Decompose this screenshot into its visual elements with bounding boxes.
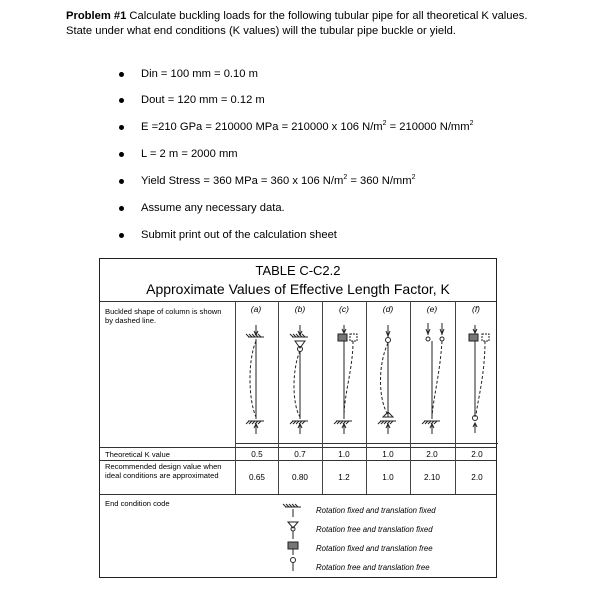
row-label-end-condition: End condition code (105, 499, 170, 508)
effective-length-table (99, 258, 497, 578)
problem-label: Problem #1 (66, 10, 127, 22)
legend-item: Rotation free and translation fixed (316, 525, 433, 534)
column-f-diagram (469, 325, 489, 433)
column-header-c: (c) (339, 304, 349, 314)
table-title: TABLE C-C2.2 (255, 263, 341, 278)
problem-text: Calculate buckling loads for the following tubular pipe for all theoretical K values. State under what end conditions (K values) will the tubular pipe buckle or yield. (66, 10, 528, 37)
bullet-text: Submit print out of the calculation sheet (141, 229, 337, 241)
column-header-e: (e) (426, 304, 438, 314)
bullet-text (141, 119, 473, 135)
column-d-diagram (378, 325, 396, 434)
legend-symbols (283, 504, 301, 571)
formula-part: E =210 GPa = 210000 MPa = 210000 x 106 N/m (141, 121, 383, 133)
theoretical-k-f: 2.0 (471, 450, 483, 459)
column-e-diagram (422, 323, 444, 434)
theoretical-k-b: 0.7 (294, 450, 306, 459)
bullet-text: Assume any necessary data. (141, 202, 285, 214)
theoretical-k-d: 1.0 (382, 450, 394, 459)
theoretical-k-c: 1.0 (338, 450, 350, 459)
bullet-icon (119, 72, 124, 77)
superscript: 2 (343, 174, 348, 181)
column-c-diagram (334, 325, 357, 434)
bullet-icon (119, 233, 124, 238)
superscript: 2 (382, 120, 387, 127)
column-header-f: (f) (471, 304, 481, 314)
recommended-k-f: 2.0 (471, 473, 483, 482)
bullet-icon (119, 179, 124, 184)
row-label-buckled-shape: Buckled shape of column is shown by dashed line. (105, 307, 222, 325)
column-diagrams (100, 259, 498, 579)
bullet-icon (119, 152, 124, 157)
recommended-k-a: 0.65 (249, 473, 265, 482)
bullet-icon (119, 98, 124, 103)
row-label-recommended: Recommended design value when ideal conditions are approximated (105, 462, 222, 480)
bullet-text (141, 173, 415, 189)
bullet-icon (119, 125, 124, 130)
recommended-k-c: 1.2 (338, 473, 350, 482)
formula-part: Yield Stress = 360 MPa = 360 x 106 N/m (141, 175, 344, 187)
column-a-diagram (246, 325, 264, 434)
bullet-text: L = 2 m = 2000 mm (141, 148, 238, 160)
column-b-diagram (290, 325, 308, 434)
recommended-k-b: 0.80 (292, 473, 308, 482)
column-header-d: (d) (382, 304, 394, 314)
formula-part: = 210000 N/mm (386, 121, 470, 133)
theoretical-k-a: 0.5 (251, 450, 263, 459)
superscript: 2 (411, 174, 416, 181)
column-header-b: (b) (294, 304, 306, 314)
formula-part: = 360 N/mm (347, 175, 412, 187)
legend-item: Rotation fixed and translation free (316, 544, 433, 553)
recommended-k-e: 2.10 (424, 473, 440, 482)
bullet-text: Din = 100 mm = 0.10 m (141, 68, 258, 80)
table-subtitle: Approximate Values of Effective Length Factor, K (146, 281, 450, 297)
bullet-text: Dout = 120 mm = 0.12 m (141, 94, 265, 106)
legend-item: Rotation free and translation free (316, 563, 430, 572)
column-header-a: (a) (250, 304, 262, 314)
legend-item: Rotation fixed and translation fixed (316, 506, 436, 515)
theoretical-k-e: 2.0 (426, 450, 438, 459)
row-label-theoretical: Theoretical K value (105, 450, 171, 459)
problem-statement (66, 9, 536, 39)
bullet-icon (119, 206, 124, 211)
superscript: 2 (469, 120, 474, 127)
recommended-k-d: 1.0 (382, 473, 394, 482)
